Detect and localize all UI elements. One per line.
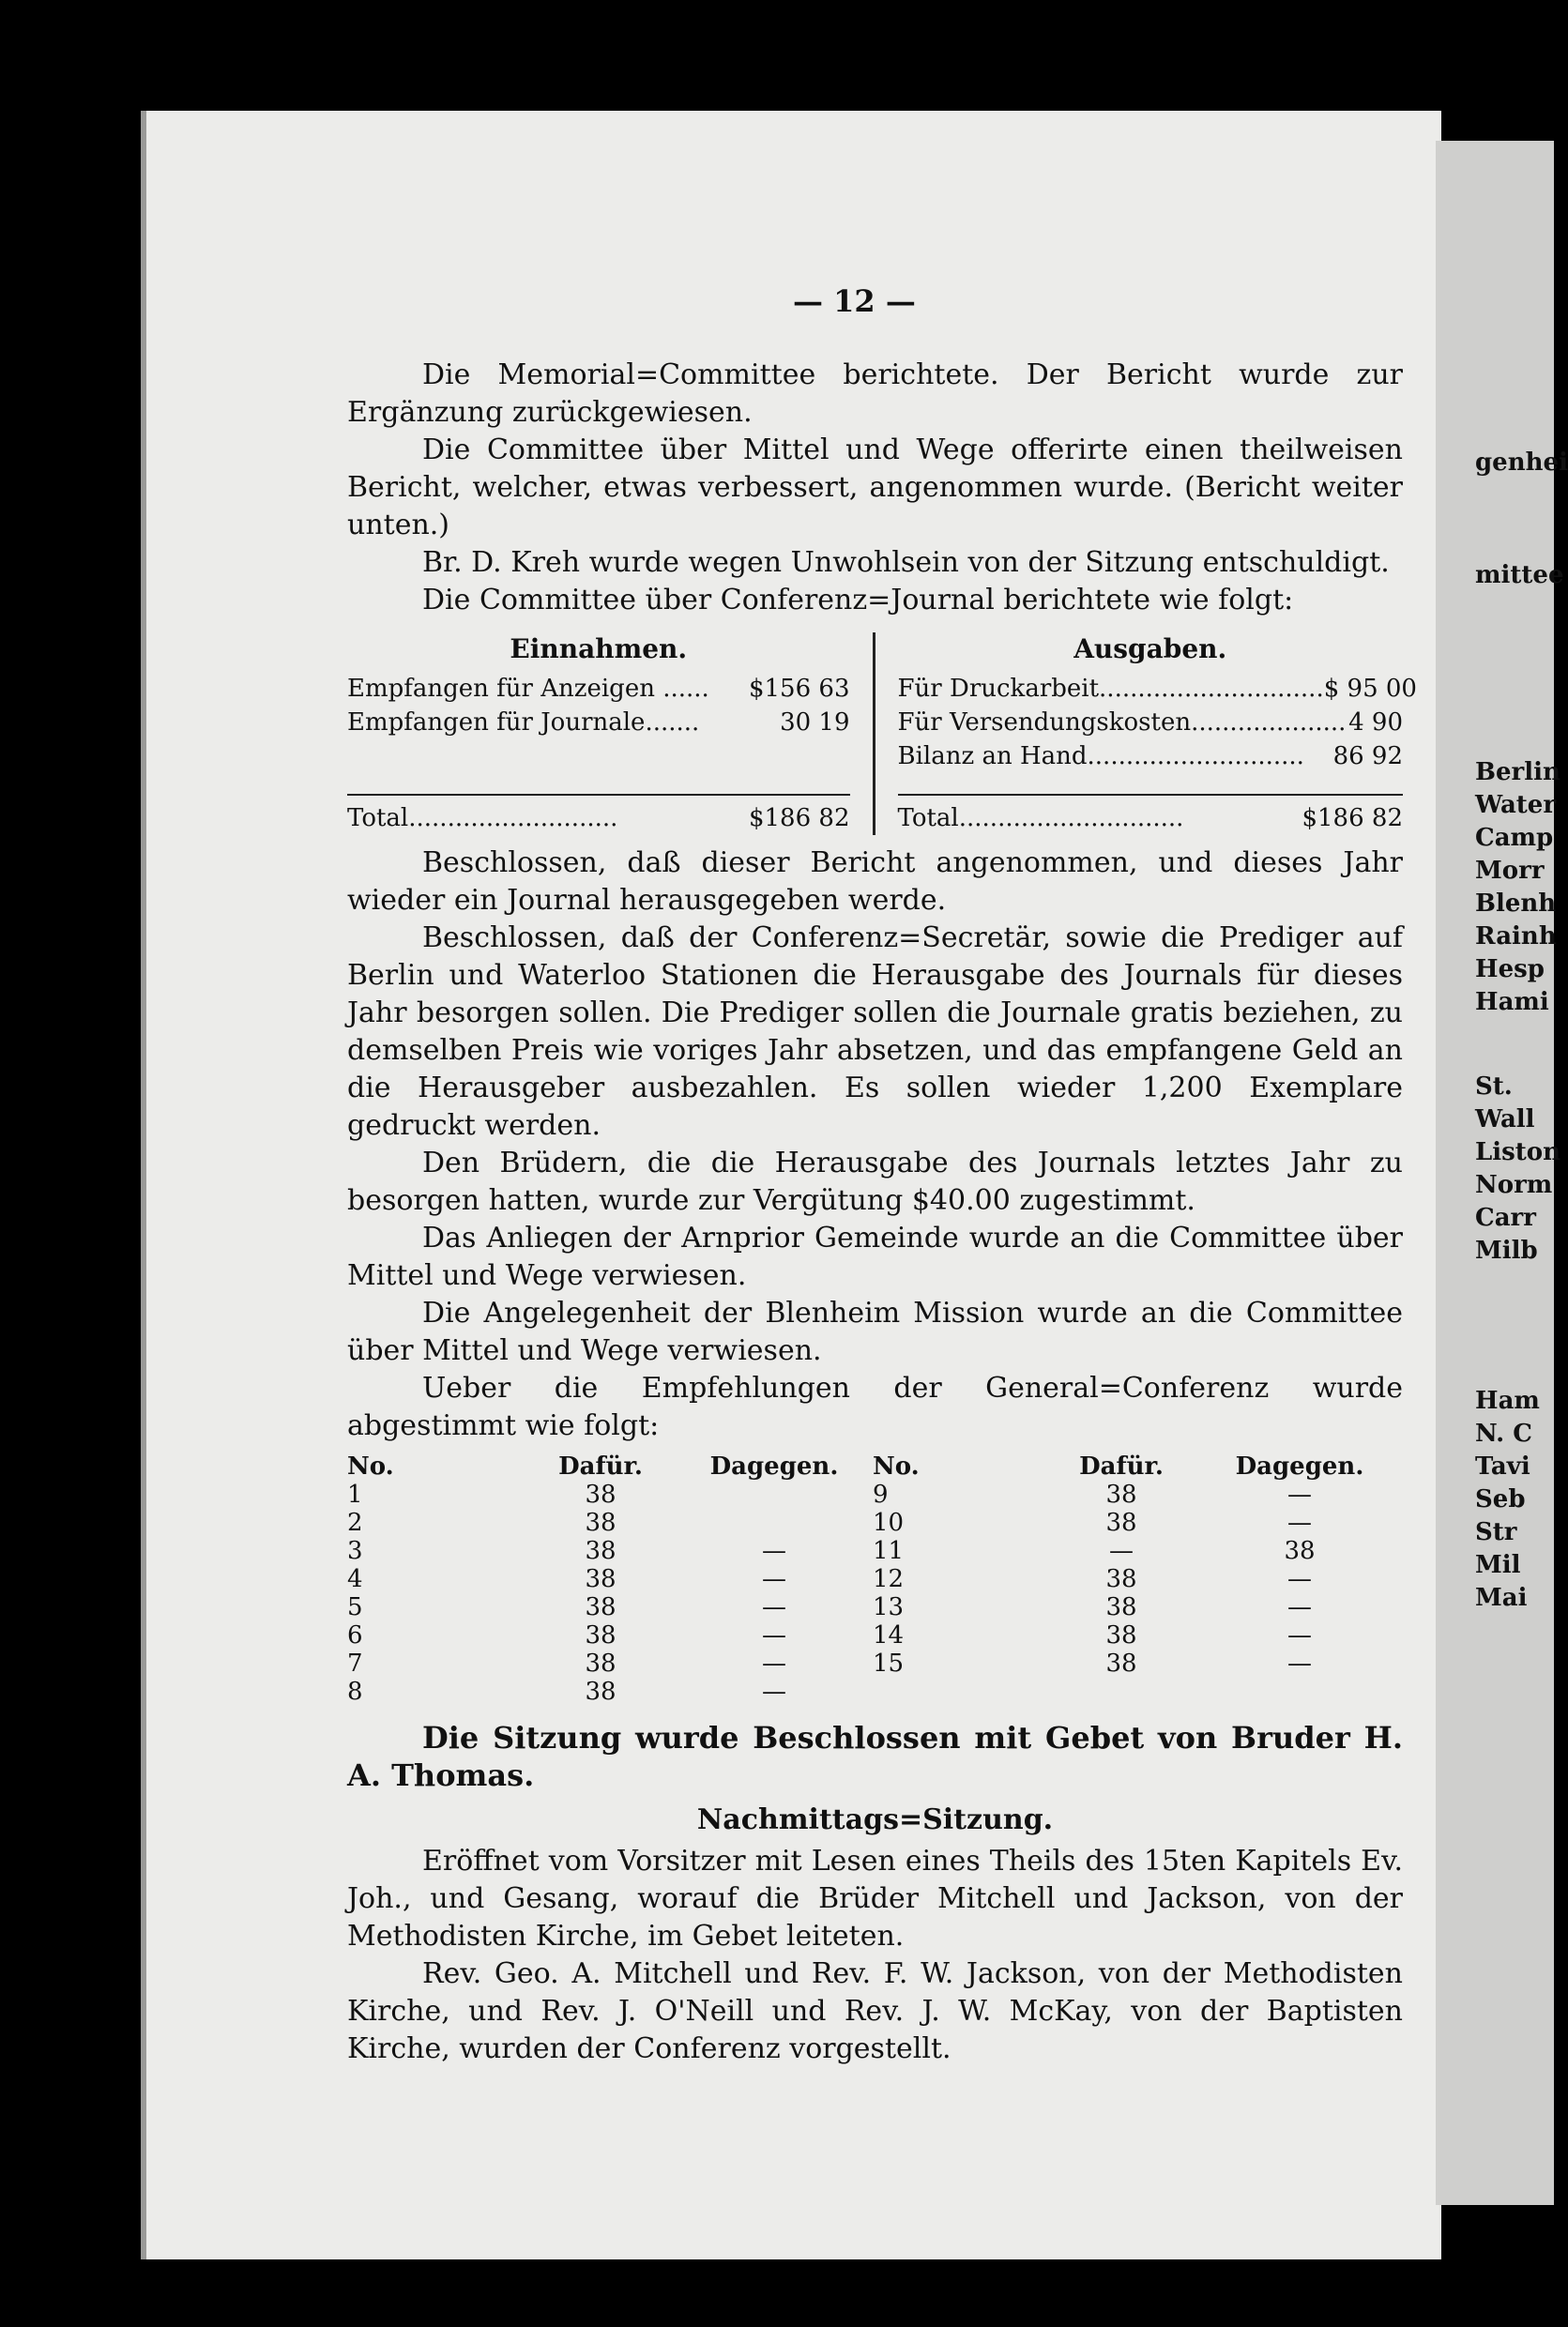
vote-no: 6 [347,1621,363,1650]
paragraph: Das Anliegen der Arnprior Gemeinde wurde an die Committee über Mittel und Wege verwiesen. [347,1222,1403,1292]
paragraph: Beschlossen, daß dieser Bericht angenommen, und dieses Jahr wieder ein Journal herausgegeben werde. [347,846,1403,917]
vote-against: — [762,1593,786,1621]
vote-against: — [1287,1621,1312,1650]
vote-no: 2 [347,1509,363,1537]
paragraph: Die Angelegenheit der Blenheim Mission wurde an die Committee über Mittel und Wege verwiesen. [347,1297,1403,1367]
vote-row [347,1509,1403,1537]
vote-no: 15 [873,1650,905,1678]
expense-amount: 86 92 [1332,742,1403,770]
vote-against [694,1481,854,1509]
vote-no: 3 [347,1537,363,1565]
vote-against: — [762,1537,786,1565]
edge-word: mittee [1475,561,1564,589]
expense-amount: 4 90 [1348,708,1403,737]
vote-header: Dagegen. [709,1452,839,1481]
expense-row [898,706,1404,739]
vote-for [1023,1678,1220,1706]
vote-against: 38 [1284,1537,1316,1565]
edge-word: Tavi [1475,1452,1530,1481]
edge-word: Hesp [1475,955,1545,983]
vote-against: — [1287,1481,1312,1509]
vote-row [347,1593,1403,1621]
main-text-column [347,357,1417,2068]
vote-for: 38 [585,1650,617,1678]
vote-no: 12 [873,1565,905,1593]
vote-no: 13 [873,1593,905,1621]
edge-word: Water [1475,791,1557,819]
vote-for: 38 [1105,1481,1137,1509]
expense-label: Für Druckarbeit............................. [897,675,1324,703]
vote-for: 38 [1105,1565,1137,1593]
income-total-label: Total........................... [347,804,618,832]
edge-word: N. C [1475,1420,1532,1448]
paragraph: Br. D. Kreh wurde wegen Unwohlsein von der Sitzung entschuldigt. [422,546,1390,579]
edge-word: Morr [1475,857,1545,885]
vote-row [347,1621,1403,1650]
paragraph: Die Committee über Mittel und Wege offerirte einen theilweisen Bericht, welcher, etwas verbessert, angenommen wurde. (Bericht weiter unten.) [347,433,1403,541]
income-amount: 30 19 [780,708,850,737]
vote-header: Dagegen. [1235,1452,1364,1481]
vote-against: — [1287,1565,1312,1593]
edge-word: Milb [1475,1237,1538,1265]
expense-row [897,672,1417,706]
vote-for: — [1109,1537,1134,1565]
expenses-total-amount: $186 82 [1302,804,1403,832]
edge-word: Rainh [1475,922,1557,951]
income-row [347,706,850,739]
vote-against: — [762,1650,786,1678]
vote-for: 38 [585,1565,617,1593]
income-total-amount: $186 82 [748,804,850,832]
vote-no: 5 [347,1593,363,1621]
edge-word: Wall [1475,1105,1535,1133]
journal-account-table [347,632,1417,835]
income-amount: $156 63 [748,675,850,703]
expense-label: Für Versendungskosten.................... [897,708,1347,737]
income-column [347,632,875,835]
paragraph: Den Brüdern, die die Herausgabe des Journals letztes Jahr zu besorgen hatten, wurde zur Vergütung $40.00 zugestimmt. [347,1147,1403,1217]
vote-no: 14 [873,1621,905,1650]
vote-against: — [762,1678,786,1706]
vote-no: 1 [347,1481,363,1509]
vote-for: 38 [585,1509,617,1537]
income-label: Empfangen für Journale....... [347,708,700,737]
vote-header: Dafür. [558,1452,643,1481]
edge-word: Norm [1475,1171,1553,1199]
expense-amount: $ 95 00 [1323,675,1417,703]
paragraph: Ueber die Empfehlungen der General=Conferenz wurde abgestimmt wie folgt: [347,1372,1403,1442]
edge-word: Blenh [1475,890,1557,918]
paragraph: Beschlossen, daß der Conferenz=Secretär, sowie die Prediger auf Berlin und Waterloo Stationen die Herausgabe des Journals für dieses Jahr besorgen sollen. Die Prediger sollen die Journale gratis beziehen, zu demselben Preis wie voriges Jahr absetzen, und das empfangene Geld an die Herausgeber ausbezahlen. Es sollen wieder 1,200 Exemplare gedruckt werden. [347,921,1403,1142]
vote-for: 38 [585,1621,617,1650]
vote-row [347,1565,1403,1593]
edge-word: genhei [1475,449,1568,477]
vote-row [347,1650,1403,1678]
income-row [347,672,850,706]
vote-for: 38 [1105,1621,1137,1650]
vote-header-row [347,1452,1403,1481]
expenses-total-label: Total............................. [897,804,1184,832]
vote-for: 38 [585,1481,617,1509]
expenses-column [875,632,1417,835]
vote-for: 38 [585,1678,617,1706]
paragraph: Die Memorial=Committee berichtete. Der Bericht wurde zur Ergänzung zurückgewiesen. [347,358,1403,429]
closing-statement: Die Sitzung wurde Beschlossen mit Gebet von Bruder H. A. Thomas. [347,1720,1403,1793]
page-number: — 12 — [793,283,916,319]
vote-no: 8 [347,1678,363,1706]
vote-no: 10 [873,1509,905,1537]
edge-word: Hami [1475,988,1549,1016]
vote-no: 4 [347,1565,363,1593]
vote-for: 38 [1105,1650,1137,1678]
vote-against: — [1287,1650,1312,1678]
income-total-row [347,794,850,835]
afternoon-session-heading: Nachmittags=Sitzung. [696,1803,1054,1836]
vote-against [694,1509,854,1537]
edge-word: Berlin [1475,758,1560,786]
edge-word: Carr [1475,1204,1536,1232]
paragraph: Rev. Geo. A. Mitchell und Rev. F. W. Jackson, von der Methodisten Kirche, und Rev. J. O'Neill und Rev. J. W. McKay, von der Baptisten Kirche, wurden der Conferenz vorgestellt. [347,1957,1403,2065]
vote-against [1220,1678,1379,1706]
vote-no: 9 [873,1481,889,1509]
vote-for: 38 [585,1593,617,1621]
vote-for: 38 [1105,1509,1137,1537]
vote-header: No. [347,1452,394,1481]
expense-row [898,739,1404,773]
edge-word: Liston [1475,1138,1561,1166]
vote-for: 38 [585,1537,617,1565]
vote-no: 11 [873,1537,905,1565]
edge-word: Camp [1475,824,1554,852]
edge-word: Seb [1475,1485,1526,1513]
edge-word: Mil [1475,1551,1521,1579]
vote-row [347,1481,1403,1509]
expense-label: Bilanz an Hand............................ [897,742,1304,770]
vote-rows [347,1481,1403,1706]
vote-for: 38 [1105,1593,1137,1621]
vote-header: No. [873,1452,920,1481]
vote-table [347,1452,1403,1706]
edge-word: St. [1475,1072,1513,1101]
income-heading: Einnahmen. [510,633,688,664]
vote-against: — [762,1621,786,1650]
paragraph: Eröffnet vom Vorsitzer mit Lesen eines Theils des 15ten Kapitels Ev. Joh., und Gesang, worauf die Brüder Mitchell und Jackson, von der Methodisten Kirche, im Gebet leiteten. [347,1845,1403,1953]
vote-row [347,1678,1403,1706]
vote-no [873,1678,1023,1706]
vote-against: — [1287,1509,1312,1537]
expenses-heading: Ausgaben. [1073,633,1227,664]
edge-word: Str [1475,1518,1517,1546]
expenses-total-row [898,794,1404,835]
vote-no: 7 [347,1650,363,1678]
edge-word: Ham [1475,1387,1540,1415]
vote-row [347,1537,1403,1565]
income-label: Empfangen für Anzeigen ...... [347,675,709,703]
paragraph: Die Committee über Conferenz=Journal berichtete wie folgt: [422,584,1294,616]
vote-against: — [1287,1593,1312,1621]
vote-header: Dafür. [1079,1452,1164,1481]
vote-against: — [762,1565,786,1593]
edge-word: Mai [1475,1584,1528,1612]
